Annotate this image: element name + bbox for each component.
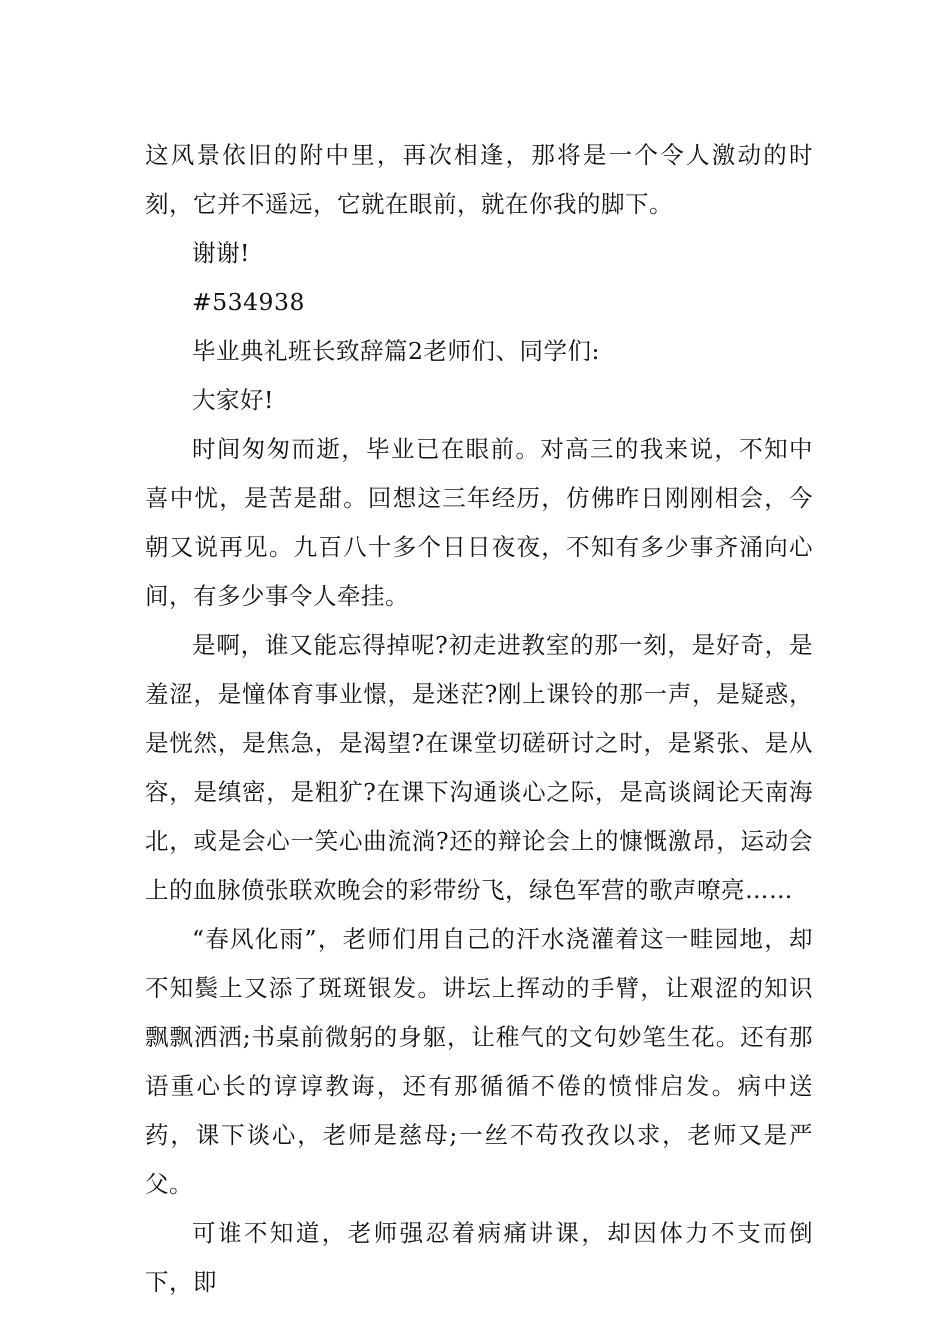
paragraph-time-passes: 时间匆匆而逝，毕业已在眼前。对高三的我来说，不知中喜中忧，是苦是甜。回想这三年经历，仿佛昨日刚刚相会，今朝又说再见。九百八十多个日日夜夜，不知有多少事齐涌向心间，有多少事令人牵挂。 — [145, 435, 813, 610]
paragraph-thanks: 谢谢! — [192, 239, 250, 267]
paragraph-teachers: “春风化雨”，老师们用自己的汗水浇灌着这一畦园地，却不知鬓上又添了斑斑银发。讲坛上挥动的手臂，让艰涩的知识飘飘洒洒;书桌前微躬的身躯，让稚气的文句妙笔生花。还有那语重心长的谆谆教诲，还有那循循不倦的愤悱启发。病中送药，课下谈心，老师是慈母;一丝不苟孜孜以求，老师又是严父。 — [145, 925, 813, 1198]
paragraph-speech-title: 毕业典礼班长致辞篇2老师们、同学们: — [192, 337, 600, 365]
paragraph-greeting: 大家好! — [192, 386, 274, 414]
paragraph-1: 这风景依旧的附中里，再次相逢，那将是一个令人激动的时刻，它并不遥远，它就在眼前，就在你我的脚下。 — [145, 141, 813, 218]
document-body — [145, 131, 813, 1307]
paragraph-doc-number: #534938 — [192, 288, 305, 316]
paragraph-teacher-illness: 可谁不知道，老师强忍着病痛讲课，却因体力不支而倒下，即 — [145, 1219, 813, 1296]
paragraph-memories: 是啊，谁又能忘得掉呢?初走进教室的那一刻，是好奇，是羞涩，是憧体育事业憬，是迷茫?刚上课铃的那一声，是疑惑，是恍然，是焦急，是渴望?在课堂切磋研讨之时，是紧张、是从容，是缜密，是粗犷?在课下沟通谈心之际，是高谈阔论天南海北，或是会心一笑心曲流淌?还的辩论会上的慷慨激昂，运动会上的血脉偾张联欢晚会的彩带纷飞，绿色军营的歌声嘹亮…… — [145, 631, 813, 904]
